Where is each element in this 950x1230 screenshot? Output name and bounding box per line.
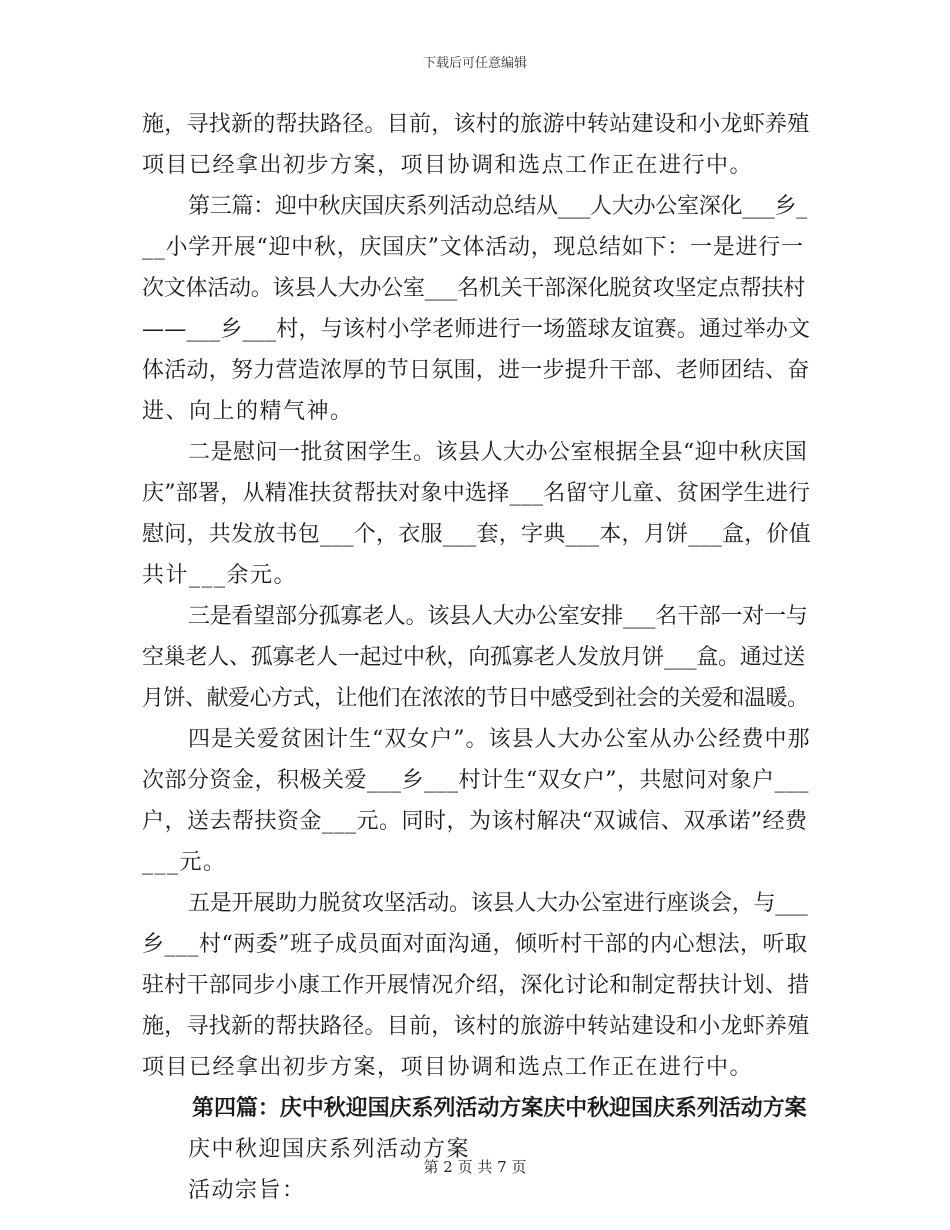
- text-line: 驻村干部同步小康工作开展情况介绍，深化讨论和制定帮扶计划、措: [142, 973, 810, 998]
- text-line: 次文体活动。该县人大办公室___名机关干部深化脱贫攻坚定点帮扶村: [142, 276, 806, 301]
- text-line: 三是看望部分孤寡老人。该县人大办公室安排___名干部一对一与: [188, 604, 808, 629]
- text-line: 户，送去帮扶资金___元。同时，为该村解决“双诚信、双承诺”经费: [142, 809, 808, 834]
- text-line: 次部分资金，积极关爱___乡___村计生“双女户”，共慰问对象户___: [142, 768, 809, 793]
- text-line: 进、向上的精气神。: [142, 399, 354, 424]
- text-line: 项目已经拿出初步方案，项目协调和选点工作正在进行中。: [142, 153, 754, 178]
- page-header: 下载后可任意编辑: [422, 56, 527, 71]
- text-line: 施，寻找新的帮扶路径。目前，该村的旅游中转站建设和小龙虾养殖: [142, 112, 810, 137]
- text-line: 第三篇：迎中秋庆国庆系列活动总结从___人大办公室深化___乡_: [188, 194, 808, 219]
- text-line: 二是慰问一批贫困学生。该县人大办公室根据全县“迎中秋庆国: [188, 440, 808, 465]
- text-line: 慰问，共发放书包___个，衣服___套，字典___本，月饼___盒，价值: [142, 522, 812, 547]
- text-line: 乡___村“两委”班子成员面对面沟通，倾听村干部的内心想法，听取: [142, 932, 808, 957]
- section-heading: 第四篇：庆中秋迎国庆系列活动方案庆中秋迎国庆系列活动方案: [192, 1095, 807, 1121]
- text-line: 体活动，努力营造浓厚的节日氛围，进一步提升干部、老师团结、奋: [142, 358, 810, 383]
- text-line: 庆中秋迎国庆系列活动方案: [188, 1137, 471, 1162]
- text-line: 四是关爱贫困计生“双女户”。该县人大办公室从办公经费中那: [188, 727, 811, 752]
- text-line: 项目已经拿出初步方案，项目协调和选点工作正在进行中。: [142, 1055, 754, 1080]
- text-line: ——___乡___村，与该村小学老师进行一场篮球友谊赛。通过举办文: [142, 317, 811, 342]
- text-line: ___元。: [142, 850, 227, 875]
- text-line: 五是开展助力脱贫攻坚活动。该县人大办公室进行座谈会，与___: [188, 891, 808, 916]
- document-body: [142, 104, 810, 1211]
- text-line: 空巢老人、孤寡老人一起过中秋，向孤寡老人发放月饼___盒。通过送: [142, 645, 806, 670]
- text-line: 共计___余元。: [142, 563, 298, 588]
- text-line: 庆”部署，从精准扶贫帮扶对象中选择___名留守儿童、贫困学生进行: [142, 481, 811, 506]
- text-line: 施，寻找新的帮扶路径。目前，该村的旅游中转站建设和小龙虾养殖: [142, 1014, 810, 1039]
- page-number-footer: 第 2 页 共 7 页: [423, 1158, 527, 1176]
- text-line: __小学开展“迎中秋，庆国庆”文体活动，现总结如下：一是进行一: [142, 235, 804, 260]
- text-line: 活动宗旨：: [188, 1178, 306, 1203]
- text-line: 月饼、献爱心方式，让他们在浓浓的节日中感受到社会的关爱和温暖。: [142, 686, 809, 711]
